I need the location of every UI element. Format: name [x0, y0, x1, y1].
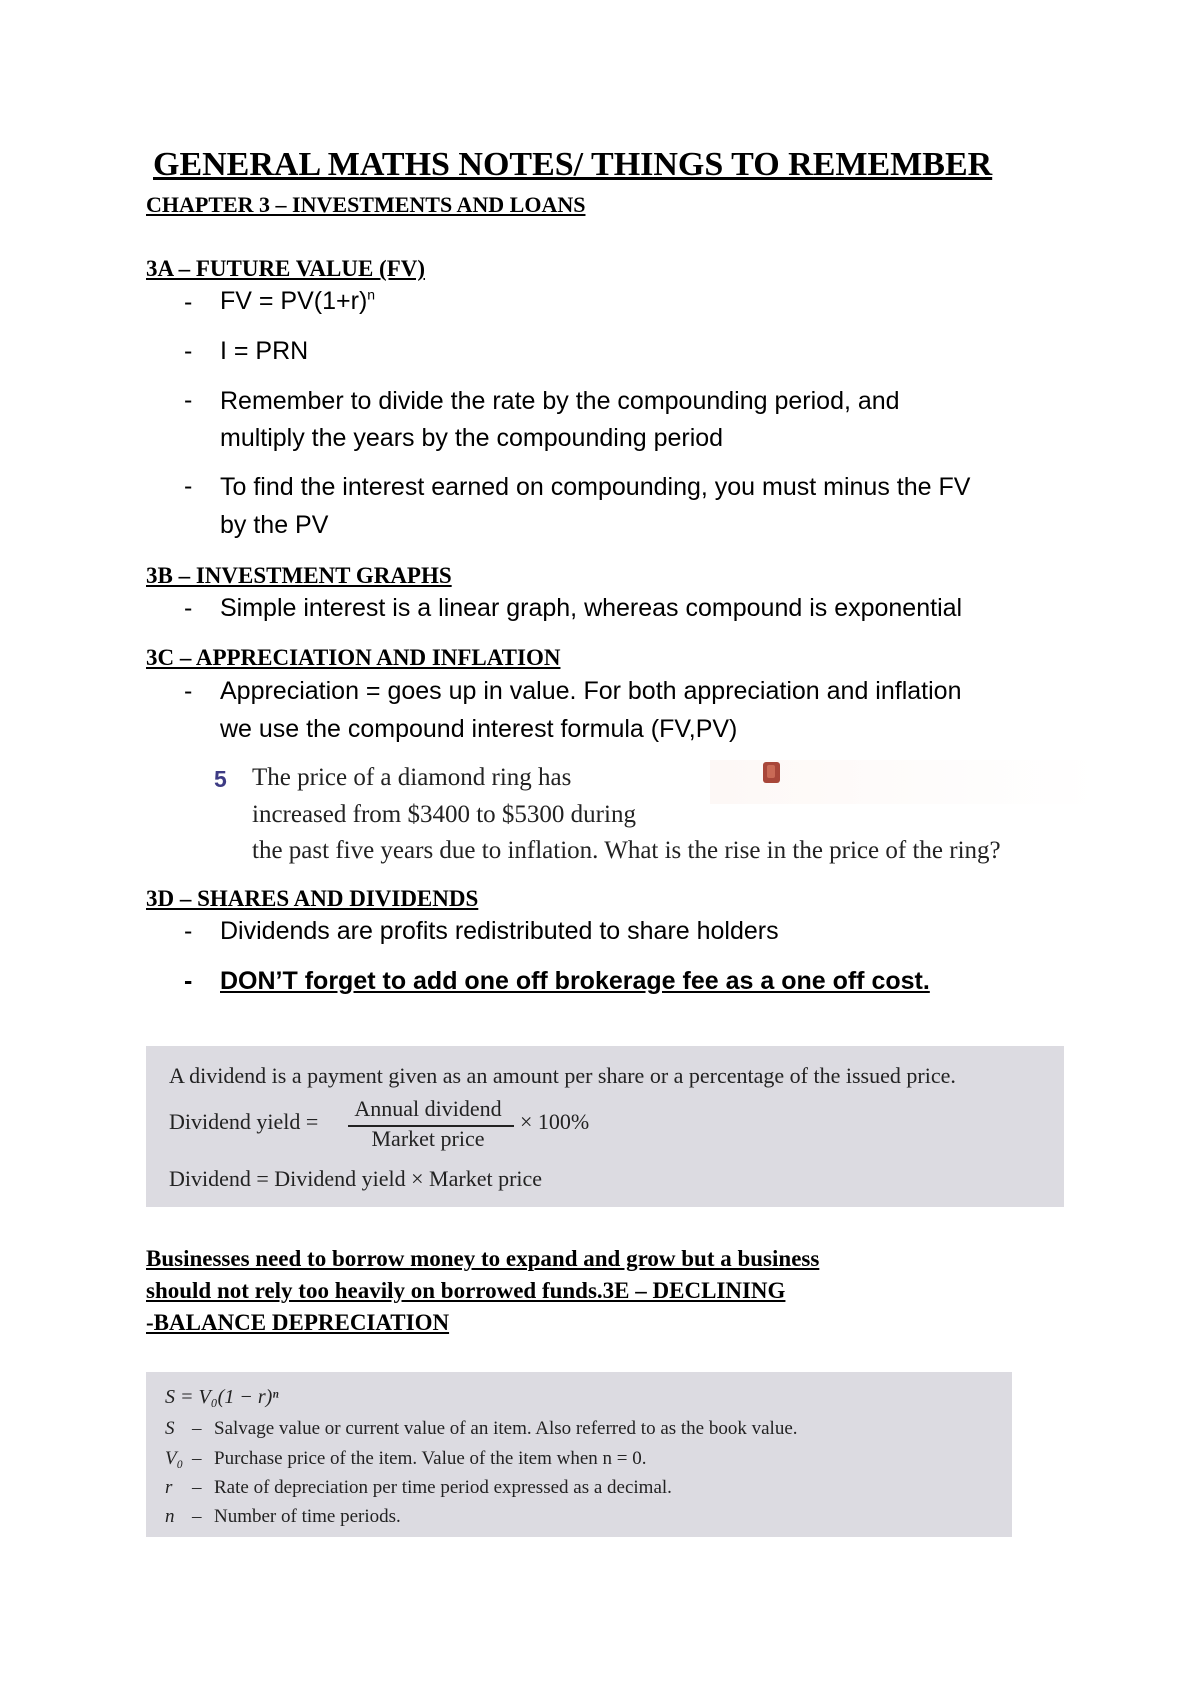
dividends-bullet: Dividends are profits redistributed to share holders: [220, 917, 779, 945]
compounding-rate-bullet-line1: Remember to divide the rate by the compounding period, and: [220, 387, 900, 415]
section-heading-3c: 3C – APPRECIATION AND INFLATION: [146, 645, 561, 670]
simple-interest-bullet: I = PRN: [220, 337, 309, 365]
depreciation-formula-box: [146, 1372, 1012, 1537]
section-heading-3a: 3A – FUTURE VALUE (FV): [146, 256, 426, 281]
bullet-dash: -: [184, 917, 193, 945]
def-separator: –: [192, 1477, 202, 1498]
percent-multiplier: × 100%: [520, 1109, 590, 1134]
bullet-dash: -: [184, 337, 193, 365]
question-line3: the past five years due to inflation. What is the rise in the price of the ring?: [252, 837, 1001, 864]
business-note-line1: Businesses need to borrow money to expand and grow but a business: [146, 1246, 820, 1271]
fv-formula-bullet: [220, 283, 375, 320]
dividend-yield-label: Dividend yield =: [169, 1109, 319, 1134]
ring-image-icon: [763, 762, 780, 783]
investment-graph-bullet: Simple interest is a linear graph, whereas compound is exponential: [220, 594, 963, 622]
def-separator: –: [192, 1448, 202, 1469]
def-separator: –: [192, 1418, 202, 1439]
def-symbol: S: [165, 1418, 175, 1439]
fraction-denominator: Market price: [371, 1126, 485, 1151]
def-symbol: V₀: [165, 1448, 184, 1469]
bullet-dash: -: [184, 288, 193, 316]
appreciation-bullet-line1: Appreciation = goes up in value. For both appreciation and inflation: [220, 677, 962, 705]
fv-formula-text: FV = PV(1+r): [220, 287, 368, 315]
bullet-dash: -: [184, 594, 193, 622]
depreciation-formula: S = V₀(1 − r)ⁿ: [165, 1386, 279, 1408]
def-symbol: r: [165, 1477, 173, 1498]
interest-earned-bullet-line1: To find the interest earned on compounding, you must minus the FV: [220, 473, 971, 501]
def-time-periods: Number of time periods.: [214, 1506, 401, 1527]
bullet-dash: -: [184, 677, 193, 705]
compounding-rate-bullet-line2: multiply the years by the compounding period: [220, 424, 724, 452]
page-title: GENERAL MATHS NOTES/ THINGS TO REMEMBER: [153, 146, 993, 183]
def-purchase-price: Purchase price of the item. Value of the item when n = 0.: [214, 1448, 647, 1469]
dividend-definition: A dividend is a payment given as an amount per share or a percentage of the issued price.: [169, 1063, 956, 1088]
question-line2: increased from $3400 to $5300 during: [252, 801, 636, 828]
question-line1: The price of a diamond ring has: [252, 764, 572, 791]
question-number: 5: [214, 766, 227, 792]
fraction-numerator: Annual dividend: [354, 1096, 502, 1121]
bullet-dash: -: [184, 472, 193, 500]
dividend-formula: Dividend = Dividend yield × Market price: [169, 1166, 543, 1191]
interest-earned-bullet-line2: by the PV: [220, 511, 329, 539]
def-symbol: n: [165, 1506, 175, 1527]
bullet-dash: -: [184, 386, 193, 414]
section-heading-3b: 3B – INVESTMENT GRAPHS: [146, 563, 452, 588]
chapter-heading: CHAPTER 3 – INVESTMENTS AND LOANS: [146, 192, 586, 217]
def-separator: –: [192, 1506, 202, 1527]
def-depreciation-rate: Rate of depreciation per time period expressed as a decimal.: [214, 1477, 672, 1498]
business-note-line2: should not rely too heavily on borrowed funds.3E – DECLINING: [146, 1278, 786, 1303]
dividend-formula-box: [146, 1046, 1064, 1207]
section-heading-3e: -BALANCE DEPRECIATION: [146, 1310, 450, 1335]
def-salvage-value: Salvage value or current value of an item. Also referred to as the book value.: [214, 1418, 798, 1439]
bullet-dash: -: [184, 967, 193, 995]
brokerage-fee-warning: DON’T forget to add one off brokerage fee as a one off cost.: [220, 967, 930, 995]
fv-formula-exponent: n: [367, 286, 376, 303]
appreciation-bullet-line2: we use the compound interest formula (FV,PV): [220, 715, 738, 743]
section-heading-3d: 3D – SHARES AND DIVIDENDS: [146, 886, 479, 911]
